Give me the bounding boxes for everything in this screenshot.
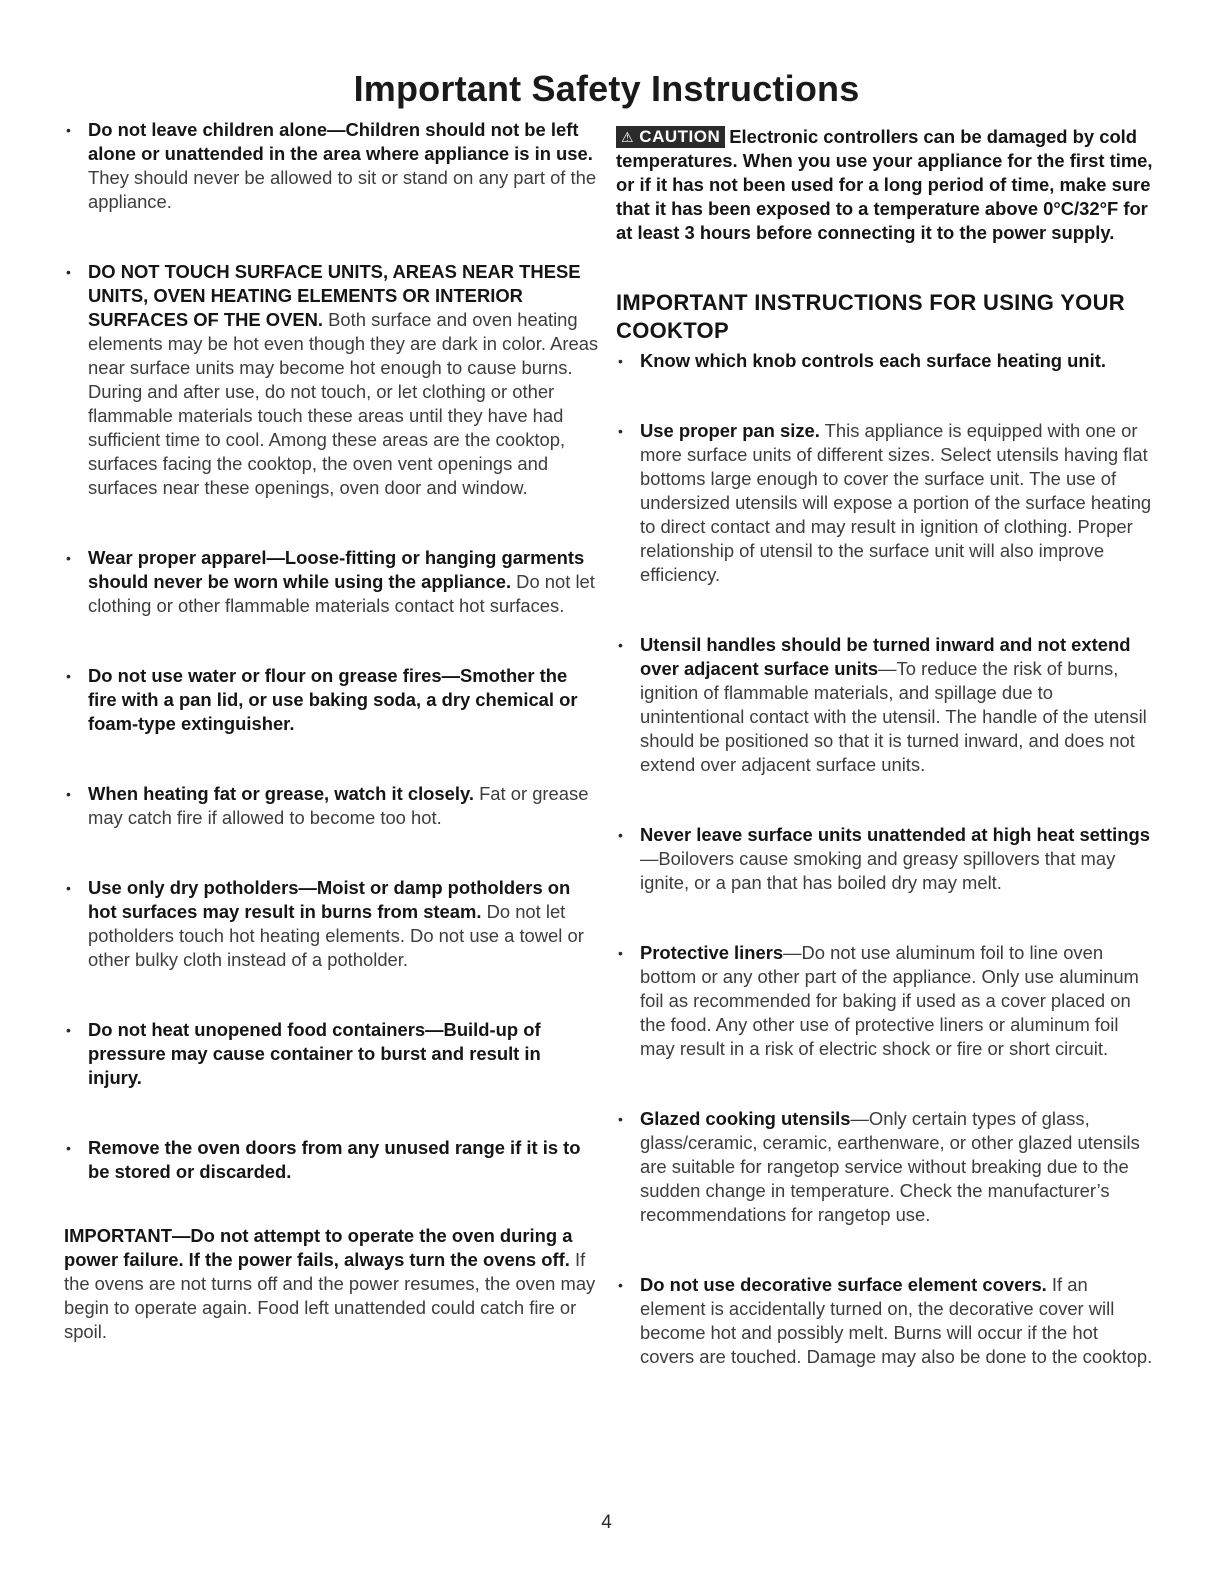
list-item bbox=[64, 260, 599, 500]
important-note-text: If the ovens are not turns off and the power resumes, the oven may begin to operate again. Food left unattended could catch fire or spoil. bbox=[64, 1249, 596, 1342]
important-note-bold: IMPORTANT—Do not attempt to operate the oven during a power failure. If the power fails, always turn the ovens off. bbox=[64, 1225, 573, 1270]
list-item bbox=[64, 1136, 599, 1184]
item-text: Both surface and oven heating elements may be hot even though they are dark in color. Areas near surface units may become hot enough to cause burns. During and after use, do not touch, or let clothing or other flammable materials touch these areas until they have had sufficient time to cool. Among these areas are the cooktop, surfaces facing the cooktop, the oven vent openings and surfaces near these openings, oven door and window. bbox=[88, 309, 599, 498]
bullet-icon: • bbox=[66, 668, 71, 684]
item-bold-text: Use only dry potholders—Moist or damp potholders on hot surfaces may result in burns from steam. bbox=[88, 877, 571, 922]
bullet-icon: • bbox=[618, 637, 623, 653]
item-text: —Only certain types of glass, glass/ceramic, ceramic, earthenware, or other glazed utensils are suitable for rangetop service without breaking due to the sudden change in temperature. Check the manufacturer’s recommendations for rangetop use. bbox=[640, 1108, 1140, 1225]
page-title: Important Safety Instructions bbox=[353, 68, 860, 109]
item-bold-text: Protective liners bbox=[640, 942, 784, 963]
left-column bbox=[64, 118, 599, 1344]
item-bold-text: Do not use water or flour on grease fires—Smother the fire with a pan lid, or use baking soda, a dry chemical or foam-type extinguisher. bbox=[88, 665, 578, 734]
item-text: —Do not use aluminum foil to line oven bottom or any other part of the appliance. Only use aluminum foil as recommended for baking if used as a cover placed on the food. Any other use of protective liners or aluminum foil may result in a risk of electric shock or fire or short circuit. bbox=[640, 942, 1139, 1059]
item-bold-text: When heating fat or grease, watch it closely. bbox=[88, 783, 474, 804]
bullet-icon: • bbox=[66, 264, 71, 280]
list-item bbox=[616, 941, 1156, 1061]
bullet-icon: • bbox=[66, 122, 71, 138]
item-text: Fat or grease may catch fire if allowed to become too hot. bbox=[88, 783, 589, 828]
item-text: —Boilovers cause smoking and greasy spillovers that may ignite, or a pan that has boiled dry may melt. bbox=[640, 848, 1116, 893]
caution-notice bbox=[616, 125, 1156, 245]
bullet-icon: • bbox=[618, 827, 623, 843]
bullet-icon: • bbox=[66, 786, 71, 802]
bullet-icon: • bbox=[618, 353, 623, 369]
item-text: They should never be allowed to sit or stand on any part of the appliance. bbox=[88, 167, 597, 212]
list-item bbox=[616, 1107, 1156, 1227]
item-bold-text: Glazed cooking utensils bbox=[640, 1108, 851, 1129]
list-item bbox=[616, 1273, 1156, 1369]
bullet-icon: • bbox=[618, 423, 623, 439]
item-bold-text: Use proper pan size. bbox=[640, 420, 820, 441]
item-text: This appliance is equipped with one or more surface units of different sizes. Select utensils having flat bottoms large enough to cover the surface unit. The use of undersized utensils will expose a portion of the surface heating to direct contact and may result in ignition of clothing. Proper relationship of utensil to the surface unit will also improve efficiency. bbox=[640, 420, 1152, 585]
item-bold-text: Wear proper apparel—Loose-fitting or hanging garments should never be worn while using the appliance. bbox=[88, 547, 585, 592]
warning-triangle-icon: ⚠ bbox=[621, 129, 635, 145]
bullet-icon: • bbox=[66, 550, 71, 566]
caution-badge-label: CAUTION bbox=[639, 127, 721, 146]
item-bold-text: Remove the oven doors from any unused range if it is to be stored or discarded. bbox=[88, 1137, 581, 1182]
section-heading: IMPORTANT INSTRUCTIONS FOR USING YOUR COOKTOP bbox=[616, 290, 1125, 343]
list-item bbox=[616, 823, 1156, 895]
important-note bbox=[64, 1224, 599, 1344]
bullet-icon: • bbox=[66, 880, 71, 896]
item-bold-text: Do not use decorative surface element covers. bbox=[640, 1274, 1047, 1295]
item-bold-text: Do not heat unopened food containers—Build-up of pressure may cause container to burst and result in injury. bbox=[88, 1019, 541, 1088]
item-text: Do not let potholders touch hot heating elements. Do not use a towel or other bulky cloth instead of a potholder. bbox=[88, 901, 584, 970]
page-number: 4 bbox=[601, 1512, 612, 1533]
list-item bbox=[616, 633, 1156, 777]
bullet-icon: • bbox=[618, 1111, 623, 1127]
item-bold-text: DO NOT TOUCH SURFACE UNITS, AREAS NEAR THESE UNITS, OVEN HEATING ELEMENTS OR INTERIOR SURFACES OF THE OVEN. bbox=[88, 261, 581, 330]
list-item bbox=[64, 782, 599, 830]
bullet-icon: • bbox=[618, 1277, 623, 1293]
list-item bbox=[64, 118, 599, 214]
list-item bbox=[616, 419, 1156, 587]
caution-text: Electronic controllers can be damaged by cold temperatures. When you use your appliance for the first time, or if it has not been used for a long period of time, make sure that it has been exposed to a temperature above 0°C/32°F for at least 3 hours before connecting it to the power supply. bbox=[616, 126, 1153, 243]
item-text: —To reduce the risk of burns, ignition of flammable materials, and spillage due to unintentional contact with the utensil. The handle of the utensil should be positioned so that it is turned inward, and does not extend over adjacent surface units. bbox=[640, 658, 1147, 775]
item-text: If an element is accidentally turned on, the decorative cover will become hot and possibly melt. Burns will occur if the hot covers are touched. Damage may also be done to the cooktop. bbox=[640, 1274, 1153, 1367]
list-item bbox=[64, 1018, 599, 1090]
bullet-icon: • bbox=[66, 1140, 71, 1156]
item-bold-text: Utensil handles should be turned inward and not extend over adjacent surface units bbox=[640, 634, 1131, 679]
right-column bbox=[616, 125, 1156, 1369]
list-item bbox=[64, 546, 599, 618]
bullet-icon: • bbox=[618, 945, 623, 961]
item-bold-text: Do not leave children alone—Children should not be left alone or unattended in the area where appliance is in use. bbox=[88, 119, 593, 164]
item-bold-text: Know which knob controls each surface heating unit. bbox=[640, 350, 1106, 371]
item-text: Do not let clothing or other flammable materials contact hot surfaces. bbox=[88, 571, 595, 616]
list-item bbox=[64, 664, 599, 736]
list-item bbox=[616, 349, 1156, 373]
list-item bbox=[64, 876, 599, 972]
caution-badge bbox=[616, 126, 725, 148]
bullet-icon: • bbox=[66, 1022, 71, 1038]
item-bold-text: Never leave surface units unattended at high heat settings bbox=[640, 824, 1150, 845]
